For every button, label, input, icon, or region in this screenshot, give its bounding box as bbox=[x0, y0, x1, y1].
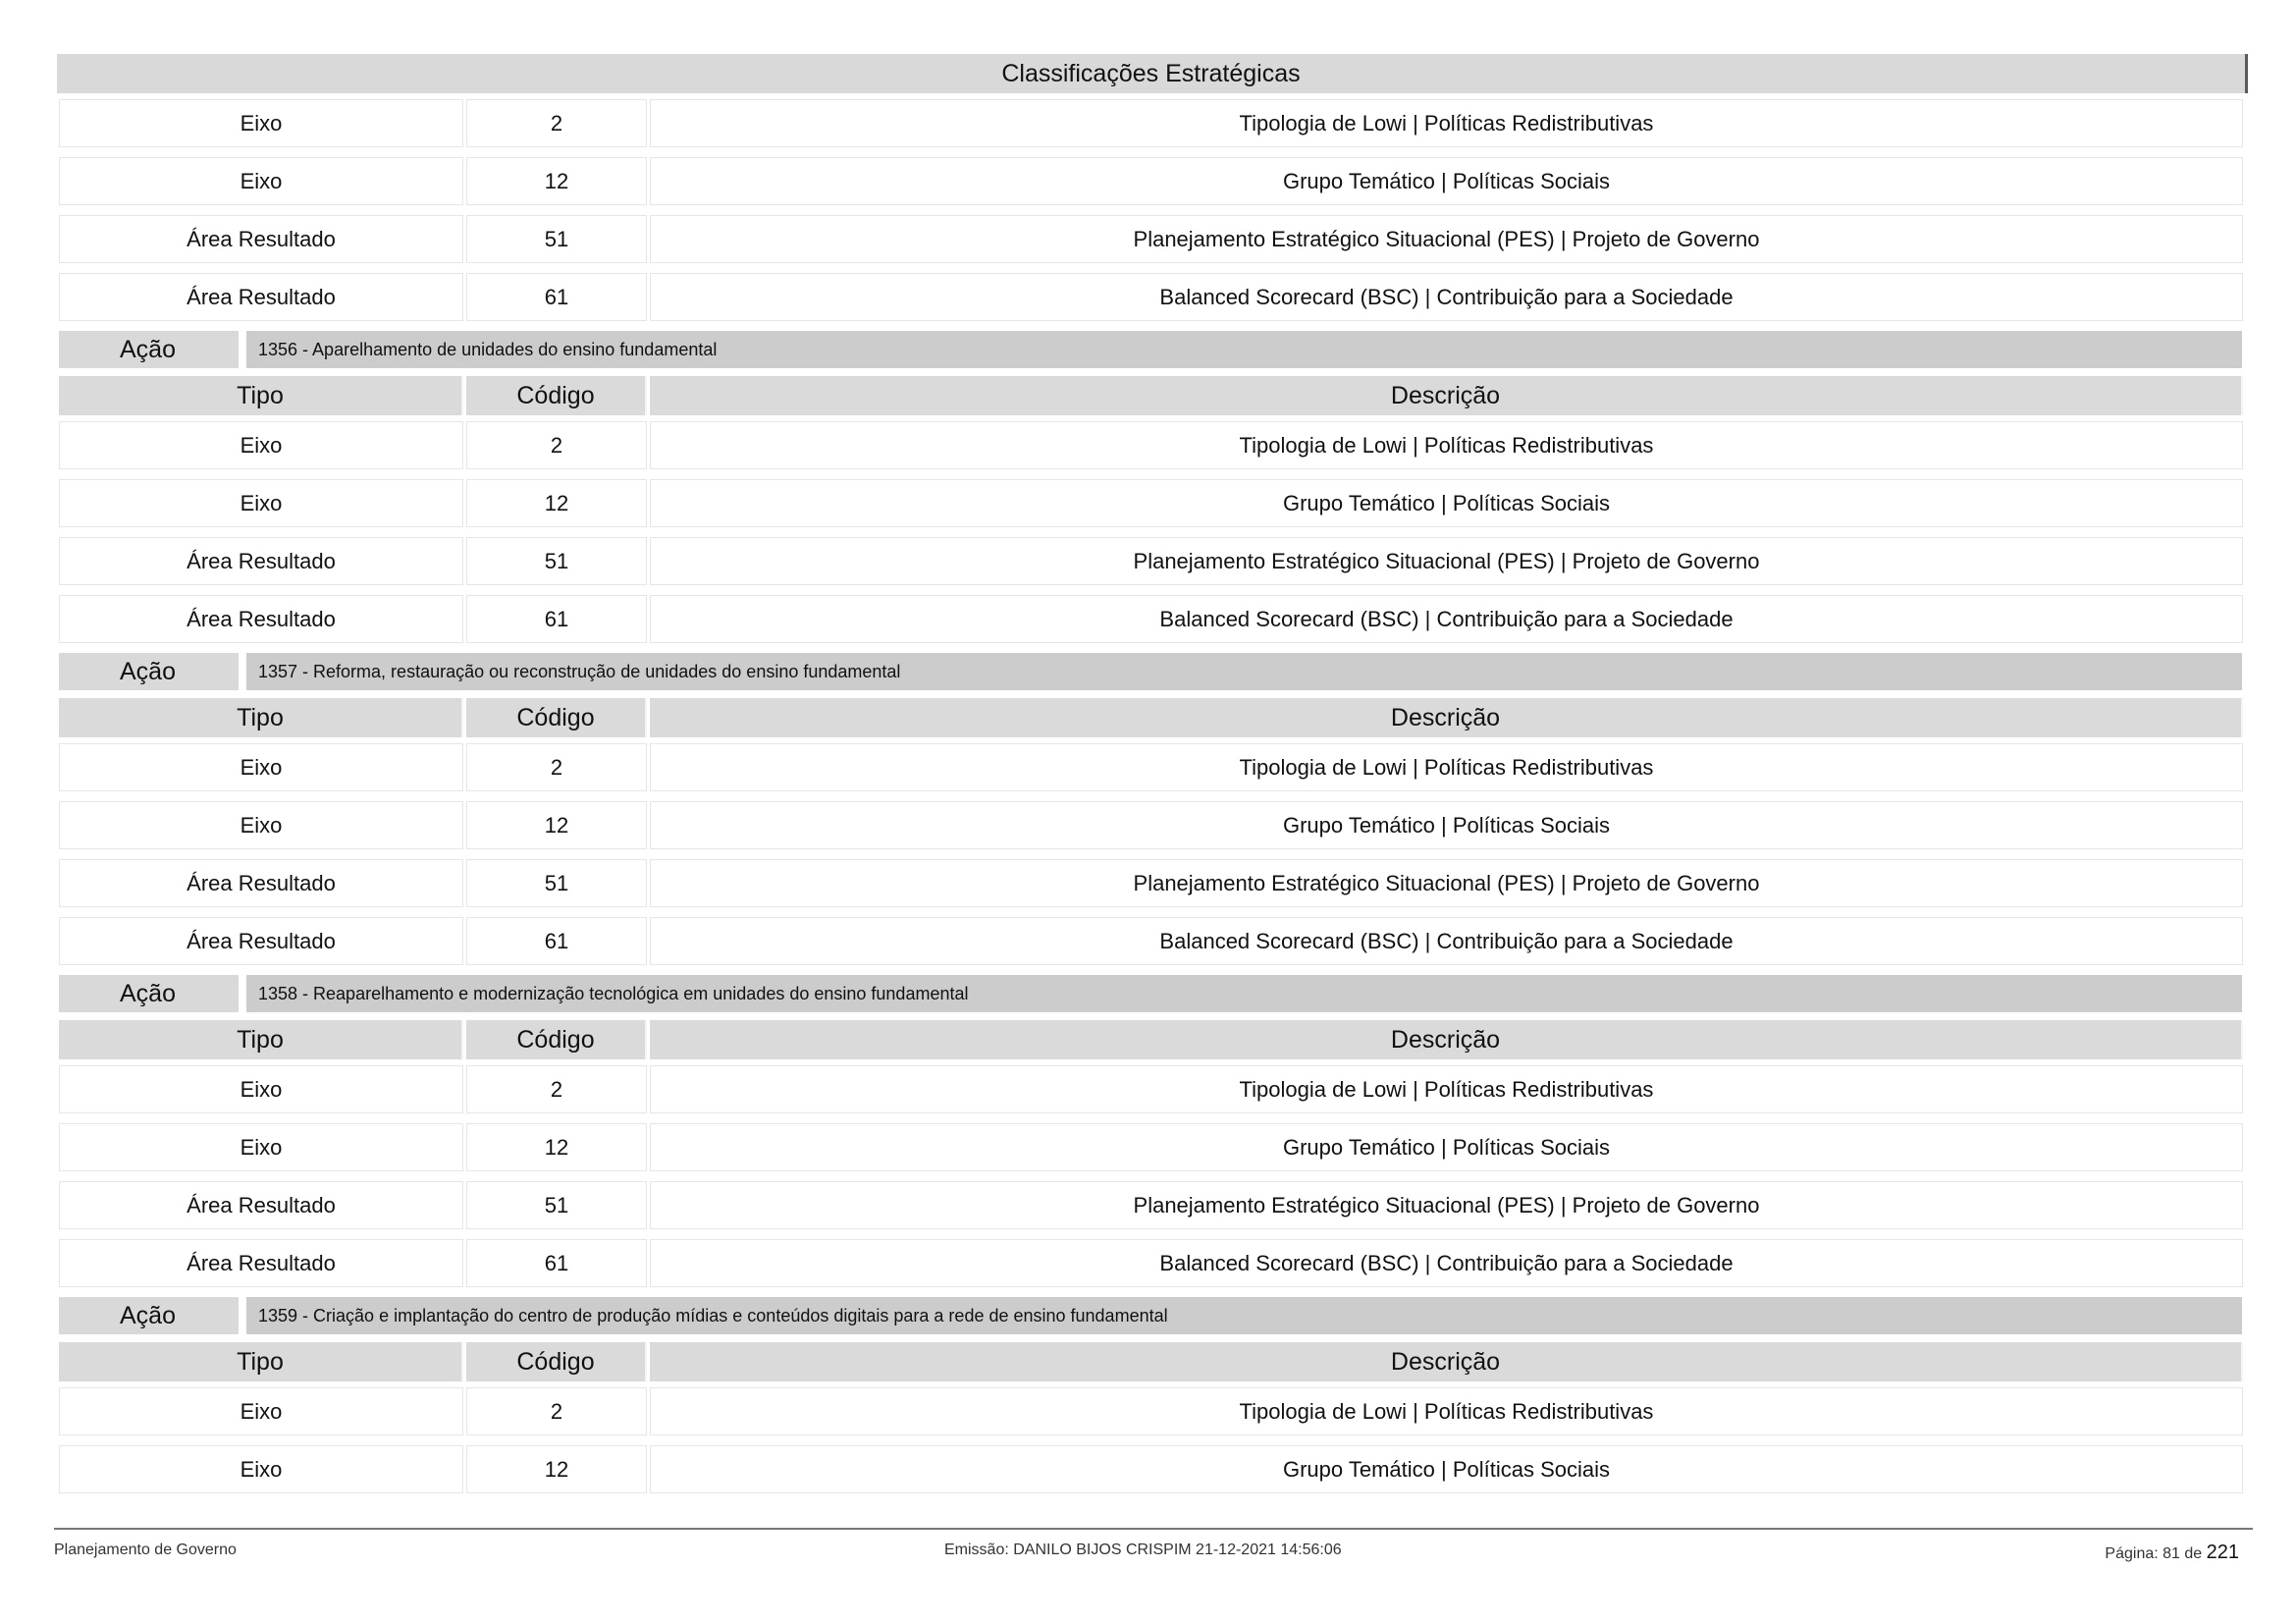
cell-codigo: 2 bbox=[466, 1387, 647, 1435]
table-row bbox=[57, 1445, 2248, 1493]
cell-codigo: 61 bbox=[466, 917, 647, 965]
footer-page-number bbox=[2105, 1542, 2239, 1564]
cell-codigo: 2 bbox=[466, 743, 647, 791]
table-header bbox=[57, 376, 2248, 415]
cell-codigo: 12 bbox=[466, 1445, 647, 1493]
cell-codigo: 61 bbox=[466, 273, 647, 321]
cell-tipo: Eixo bbox=[59, 1387, 463, 1435]
action-title: 1359 - Criação e implantação do centro de produção mídias e conteúdos digitais para a rede de ensino fundamental bbox=[246, 1297, 2242, 1334]
cell-codigo: 12 bbox=[466, 1123, 647, 1171]
cell-codigo: 2 bbox=[466, 1065, 647, 1113]
table-row bbox=[57, 421, 2248, 469]
cell-descricao: Tipologia de Lowi | Políticas Redistributivas bbox=[650, 1387, 2243, 1435]
cell-codigo: 2 bbox=[466, 99, 647, 147]
cell-codigo: 51 bbox=[466, 537, 647, 585]
table-header bbox=[57, 1020, 2248, 1059]
section-title: Classificações Estratégicas bbox=[57, 54, 2248, 93]
cell-descricao: Grupo Temático | Políticas Sociais bbox=[650, 157, 2243, 205]
cell-descricao: Balanced Scorecard (BSC) | Contribuição para a Sociedade bbox=[650, 917, 2243, 965]
action-title: 1356 - Aparelhamento de unidades do ensino fundamental bbox=[246, 331, 2242, 368]
cell-codigo: 51 bbox=[466, 859, 647, 907]
cell-tipo: Eixo bbox=[59, 1065, 463, 1113]
cell-codigo: 12 bbox=[466, 479, 647, 527]
footer-emission-info: Emissão: DANILO BIJOS CRISPIM 21-12-2021 14:56:06 bbox=[944, 1542, 1342, 1558]
cell-tipo: Eixo bbox=[59, 801, 463, 849]
action-header bbox=[57, 975, 2248, 1012]
header-tipo: Tipo bbox=[59, 698, 463, 737]
cell-descricao: Balanced Scorecard (BSC) | Contribuição para a Sociedade bbox=[650, 1239, 2243, 1287]
cell-descricao: Planejamento Estratégico Situacional (PES) | Projeto de Governo bbox=[650, 859, 2243, 907]
cell-codigo: 51 bbox=[466, 1181, 647, 1229]
header-codigo: Código bbox=[466, 698, 647, 737]
cell-tipo: Área Resultado bbox=[59, 595, 463, 643]
cell-descricao: Planejamento Estratégico Situacional (PES) | Projeto de Governo bbox=[650, 215, 2243, 263]
cell-tipo: Área Resultado bbox=[59, 273, 463, 321]
table-row bbox=[57, 215, 2248, 263]
header-descricao: Descrição bbox=[650, 698, 2243, 737]
header-descricao: Descrição bbox=[650, 376, 2243, 415]
cell-tipo: Área Resultado bbox=[59, 215, 463, 263]
cell-tipo: Área Resultado bbox=[59, 1239, 463, 1287]
page-total: 221 bbox=[2206, 1542, 2239, 1563]
cell-descricao: Balanced Scorecard (BSC) | Contribuição para a Sociedade bbox=[650, 273, 2243, 321]
table-row bbox=[57, 157, 2248, 205]
page-prefix: Página: 81 de bbox=[2105, 1545, 2203, 1562]
cell-codigo: 51 bbox=[466, 215, 647, 263]
action-title: 1358 - Reaparelhamento e modernização tecnológica em unidades do ensino fundamental bbox=[246, 975, 2242, 1012]
table-header bbox=[57, 698, 2248, 737]
actions-container bbox=[57, 331, 2248, 1493]
table-row bbox=[57, 1387, 2248, 1435]
cell-tipo: Área Resultado bbox=[59, 1181, 463, 1229]
table-row bbox=[57, 479, 2248, 527]
cell-tipo: Área Resultado bbox=[59, 917, 463, 965]
cell-codigo: 2 bbox=[466, 421, 647, 469]
header-codigo: Código bbox=[466, 376, 647, 415]
action-header bbox=[57, 331, 2248, 368]
cell-codigo: 61 bbox=[466, 1239, 647, 1287]
action-label: Ação bbox=[59, 975, 239, 1012]
cell-codigo: 12 bbox=[466, 801, 647, 849]
cell-descricao: Tipologia de Lowi | Políticas Redistributivas bbox=[650, 421, 2243, 469]
action-label: Ação bbox=[59, 331, 239, 368]
table-row bbox=[57, 743, 2248, 791]
cell-tipo: Eixo bbox=[59, 1445, 463, 1493]
cell-descricao: Tipologia de Lowi | Políticas Redistributivas bbox=[650, 1065, 2243, 1113]
header-tipo: Tipo bbox=[59, 376, 463, 415]
table-row bbox=[57, 99, 2248, 147]
cell-tipo: Área Resultado bbox=[59, 859, 463, 907]
table-row bbox=[57, 917, 2248, 965]
action-title: 1357 - Reforma, restauração ou reconstrução de unidades do ensino fundamental bbox=[246, 653, 2242, 690]
cell-descricao: Planejamento Estratégico Situacional (PES) | Projeto de Governo bbox=[650, 1181, 2243, 1229]
table-row bbox=[57, 801, 2248, 849]
cell-tipo: Área Resultado bbox=[59, 537, 463, 585]
cell-descricao: Tipologia de Lowi | Políticas Redistributivas bbox=[650, 99, 2243, 147]
footer-divider bbox=[54, 1528, 2253, 1530]
cell-descricao: Planejamento Estratégico Situacional (PES) | Projeto de Governo bbox=[650, 537, 2243, 585]
header-tipo: Tipo bbox=[59, 1342, 463, 1381]
cell-tipo: Eixo bbox=[59, 99, 463, 147]
action-label: Ação bbox=[59, 653, 239, 690]
cell-codigo: 61 bbox=[466, 595, 647, 643]
table-row bbox=[57, 1123, 2248, 1171]
table-row bbox=[57, 537, 2248, 585]
table-row bbox=[57, 273, 2248, 321]
table-row bbox=[57, 1181, 2248, 1229]
header-descricao: Descrição bbox=[650, 1020, 2243, 1059]
header-codigo: Código bbox=[466, 1020, 647, 1059]
cell-tipo: Eixo bbox=[59, 743, 463, 791]
header-tipo: Tipo bbox=[59, 1020, 463, 1059]
table-row bbox=[57, 595, 2248, 643]
document-page bbox=[57, 54, 2248, 1503]
cell-tipo: Eixo bbox=[59, 479, 463, 527]
table-row bbox=[57, 859, 2248, 907]
cell-descricao: Grupo Temático | Políticas Sociais bbox=[650, 1445, 2243, 1493]
cell-tipo: Eixo bbox=[59, 421, 463, 469]
action-label: Ação bbox=[59, 1297, 239, 1334]
header-codigo: Código bbox=[466, 1342, 647, 1381]
cell-descricao: Grupo Temático | Políticas Sociais bbox=[650, 479, 2243, 527]
first-classification-block bbox=[57, 99, 2248, 321]
table-row bbox=[57, 1065, 2248, 1113]
action-header bbox=[57, 1297, 2248, 1334]
cell-descricao: Grupo Temático | Políticas Sociais bbox=[650, 801, 2243, 849]
cell-codigo: 12 bbox=[466, 157, 647, 205]
table-header bbox=[57, 1342, 2248, 1381]
cell-descricao: Balanced Scorecard (BSC) | Contribuição para a Sociedade bbox=[650, 595, 2243, 643]
cell-tipo: Eixo bbox=[59, 157, 463, 205]
header-descricao: Descrição bbox=[650, 1342, 2243, 1381]
cell-descricao: Grupo Temático | Políticas Sociais bbox=[650, 1123, 2243, 1171]
cell-descricao: Tipologia de Lowi | Políticas Redistributivas bbox=[650, 743, 2243, 791]
cell-tipo: Eixo bbox=[59, 1123, 463, 1171]
table-row bbox=[57, 1239, 2248, 1287]
footer-system-name: Planejamento de Governo bbox=[54, 1542, 237, 1558]
action-header bbox=[57, 653, 2248, 690]
